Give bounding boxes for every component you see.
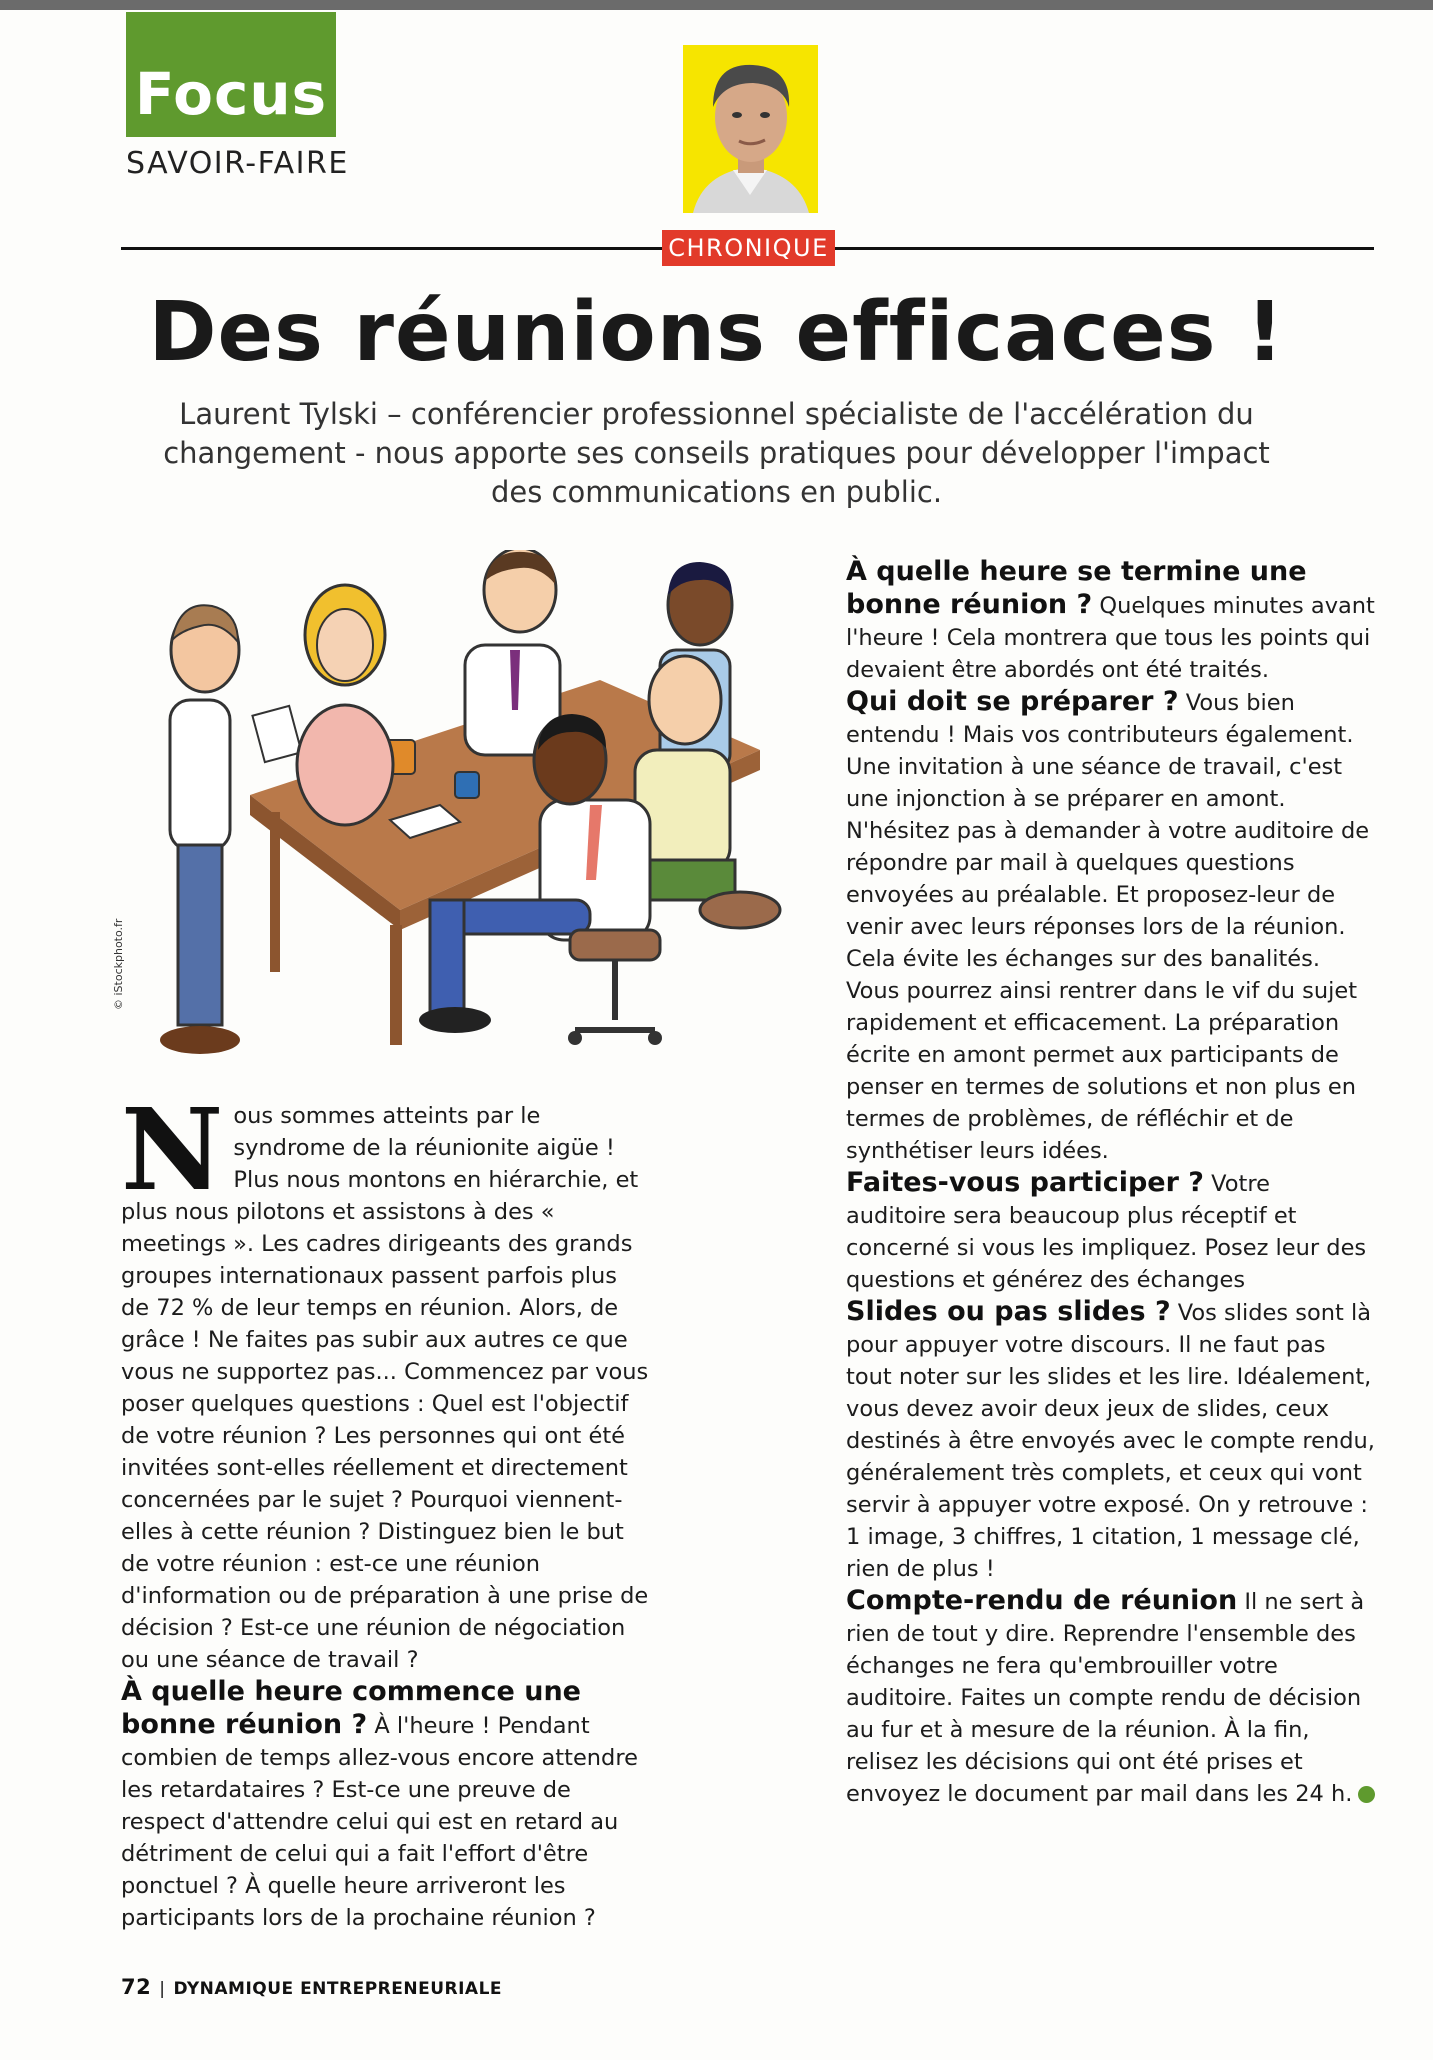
left-column: [121, 1085, 649, 1934]
end-mark-icon: [1358, 1786, 1375, 1803]
section-text: Il ne sert à rien de tout y dire. Reprendre l'ensemble des échanges ne fera qu'embrouiller votre auditoire. Faites un compte rendu de décision au fur et à mesure de la réunion. À la fin, relisez les décisions qui ont été prises et envoyez le document par mail dans les 24 h.: [846, 1589, 1365, 1807]
section-heading: À quelle heure se termine une bonne réunion ?: [846, 556, 1307, 620]
image-credit: © iStockphoto.fr: [112, 918, 125, 1010]
top-edge: [0, 0, 1433, 10]
article-lede: Laurent Tylski – conférencier professionnel spécialiste de l'accélération du changement - nous apporte ses conseils pratiques pour développer l'impact des communications en public.: [163, 397, 1270, 509]
footer-separator: |: [159, 1979, 166, 1999]
section-text: À l'heure ! Pendant combien de temps allez-vous encore attendre les retardataires ? Est-ce une preuve de respect d'attendre celui qui est en retard au détriment de celui qui a fait l'effort d'être ponctuel ? À quelle heure arriveront les participants lors de la prochaine réunion ?: [121, 1713, 638, 1931]
header-rule-right: [835, 247, 1374, 250]
section-text: Quelques minutes avant l'heure ! Cela montrera que tous les points qui devaient être abordés ont été traités.: [846, 593, 1375, 683]
page-footer: [121, 1975, 502, 1999]
right-column: [846, 556, 1376, 1810]
section-text: Votre auditoire sera beaucoup plus réceptif et concerné si vous les impliquez. Posez leur des questions et générez des échanges: [846, 1171, 1367, 1293]
drop-cap: N: [121, 1085, 224, 1216]
page-number: 72: [121, 1975, 152, 1999]
article-title: Des réunions efficaces !: [148, 285, 1285, 380]
section-heading: Faites-vous participer ?: [846, 1167, 1204, 1198]
section-text: Vos slides sont là pour appuyer votre discours. Il ne faut pas tout noter sur les slides et les lire. Idéalement, vous devez avoir deux jeux de slides, ceux destinés à être envoyés avec le compte rendu, généralement très complets, et ceux qui vont servir à appuyer votre exposé. On y retrouve : 1 image, 3 chiffres, 1 citation, 1 message clé, rien de plus !: [846, 1300, 1375, 1582]
section-heading: À quelle heure commence une bonne réunion ?: [121, 1676, 581, 1740]
subsection-label: SAVOIR-FAIRE: [126, 146, 349, 181]
section-text: Vous bien entendu ! Mais vos contributeurs également. Une invitation à une séance de travail, c'est une injonction à se préparer en amont. N'hésitez pas à demander à votre auditoire de répondre par mail à quelques questions envoyées au préalable. Et proposez-leur de venir avec leurs réponses lors de la réunion. Cela évite les échanges sur des banalités. Vous pourrez ainsi rentrer dans le vif du sujet rapidement et efficacement. La préparation écrite en amont permet aux participants de penser en termes de solutions et non plus en termes de problèmes, de réfléchir et de synthétiser leurs idées.: [846, 690, 1370, 1164]
section-label: Focus: [126, 12, 336, 137]
author-portrait: [683, 45, 818, 213]
intro-paragraph: [121, 1085, 649, 1676]
publication-name: DYNAMIQUE ENTREPRENEURIALE: [173, 1979, 503, 1999]
meeting-illustration: [100, 550, 795, 1065]
section-heading: Compte-rendu de réunion: [846, 1585, 1238, 1616]
intro-text: ous sommes atteints par le syndrome de la réunionite aigüe ! Plus nous montons en hiérarchie, et plus nous pilotons et assistons à des « meetings ». Les cadres dirigeants des grands groupes internationaux passent parfois plus de 72 % de leur temps en réunion. Alors, de grâce ! Ne faites pas subir aux autres ce que vous ne supportez pas... Commencez par vous poser quelques questions : Quel est l'objectif de votre réunion ? Les personnes qui ont été invitées sont-elles réellement et directement concernées par le sujet ? Pourquoi viennent-elles à cette réunion ? Distinguez bien le but de votre réunion : est-ce une réunion d'information ou de préparation à une prise de décision ? Est-ce une réunion de négociation ou une séance de travail ?: [121, 1103, 649, 1673]
section-heading: Slides ou pas slides ?: [846, 1296, 1171, 1327]
chronique-tag: CHRONIQUE: [662, 230, 835, 266]
section-heading: Qui doit se préparer ?: [846, 686, 1179, 717]
header-rule-left: [121, 247, 662, 250]
